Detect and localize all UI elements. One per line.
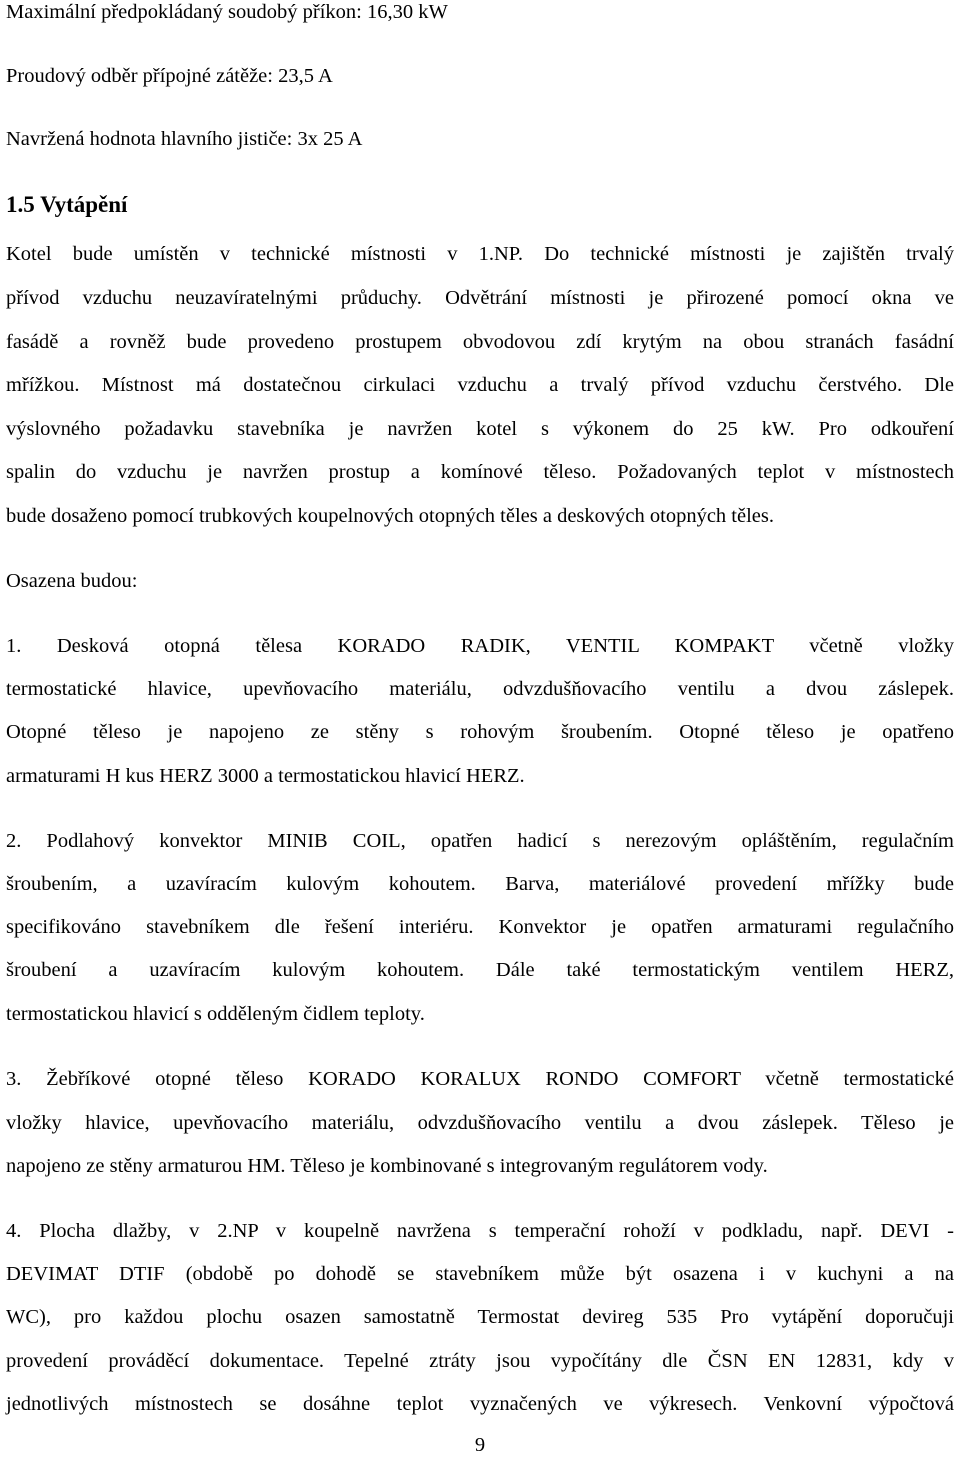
list-item-line: šroubení a uzavíracím kulovým kohoutem. Dále také termostatickým ventilem HERZ, — [6, 959, 954, 981]
list-item-line: DEVIMAT DTIF (obdobě po dohodě se stavebníkem může být osazena i v kuchyni a na — [6, 1263, 954, 1285]
spec-current: Proudový odběr přípojné zátěže: 23,5 A — [6, 65, 333, 87]
list-item-line: 3. Žebříkové otopné těleso KORADO KORALUX RONDO COMFORT včetně termostatické — [6, 1068, 954, 1090]
paragraph-line: bude dosaženo pomocí trubkových koupelnových otopných těles a deskových otopných těles. — [6, 505, 774, 527]
paragraph-line: Kotel bude umístěn v technické místnosti v 1.NP. Do technické místnosti je zajištěn trvalý — [6, 243, 954, 265]
list-item-line: 1. Desková otopná tělesa KORADO RADIK, VENTIL KOMPAKT včetně vložky — [6, 635, 954, 657]
list-item-line: napojeno ze stěny armaturou HM. Těleso je kombinované s integrovaným regulátorem vody. — [6, 1155, 768, 1177]
page-number: 9 — [474, 1434, 486, 1456]
list-item-line: armaturami H kus HERZ 3000 a termostatickou hlavicí HERZ. — [6, 765, 525, 787]
paragraph-line: výslovného požadavku stavebníka je navržen kotel s výkonem do 25 kW. Pro odkouření — [6, 418, 954, 440]
paragraph-line: spalin do vzduchu je navržen prostup a komínové těleso. Požadovaných teplot v místnostech — [6, 461, 954, 483]
paragraph-line: mřížkou. Místnost má dostatečnou cirkulaci vzduchu a trvalý přívod vzduchu čerstvého. Dle — [6, 374, 954, 396]
paragraph-line: fasádě a rovněž bude provedeno prostupem obvodovou zdí krytým na obou stranách fasádní — [6, 331, 954, 353]
list-item-line: jednotlivých místnostech se dosáhne teplot vyznačených ve výkresech. Venkovní výpočtová — [6, 1393, 954, 1415]
spec-breaker: Navržená hodnota hlavního jističe: 3x 25 A — [6, 128, 363, 150]
list-item-line: Otopné těleso je napojeno ze stěny s rohovým šroubením. Otopné těleso je opatřeno — [6, 721, 954, 743]
list-item-line: WC), pro každou plochu osazen samostatně Termostat devireg 535 Pro vytápění doporučuji — [6, 1306, 954, 1328]
list-item-line: specifikováno stavebníkem dle řešení interiéru. Konvektor je opatřen armaturami regulačního — [6, 916, 954, 938]
list-item-line: provedení prováděcí dokumentace. Tepelné ztráty jsou vypočítány dle ČSN EN 12831, kdy v — [6, 1350, 954, 1372]
section-heading: 1.5 Vytápění — [6, 192, 128, 217]
spec-power: Maximální předpokládaný soudobý příkon: 16,30 kW — [6, 1, 448, 23]
list-item-line: termostatickou hlavicí s odděleným čidlem teploty. — [6, 1003, 425, 1025]
list-item-line: vložky hlavice, upevňovacího materiálu, odvzdušňovacího ventilu a dvou záslepek. Těleso je — [6, 1112, 954, 1134]
osazena-label: Osazena budou: — [6, 570, 138, 592]
list-item-line: termostatické hlavice, upevňovacího materiálu, odvzdušňovacího ventilu a dvou záslepek. — [6, 678, 954, 700]
paragraph-line: přívod vzduchu neuzavíratelnými průduchy. Odvětrání místnosti je přirozené pomocí okna ve — [6, 287, 954, 309]
list-item-line: 2. Podlahový konvektor MINIB COIL, opatřen hadicí s nerezovým opláštěním, regulačním — [6, 830, 954, 852]
list-item-line: šroubením, a uzavíracím kulovým kohoutem. Barva, materiálové provedení mřížky bude — [6, 873, 954, 895]
list-item-line: 4. Plocha dlažby, v 2.NP v koupelně navržena s temperační rohoží v podkladu, např. DEVI - — [6, 1220, 954, 1242]
